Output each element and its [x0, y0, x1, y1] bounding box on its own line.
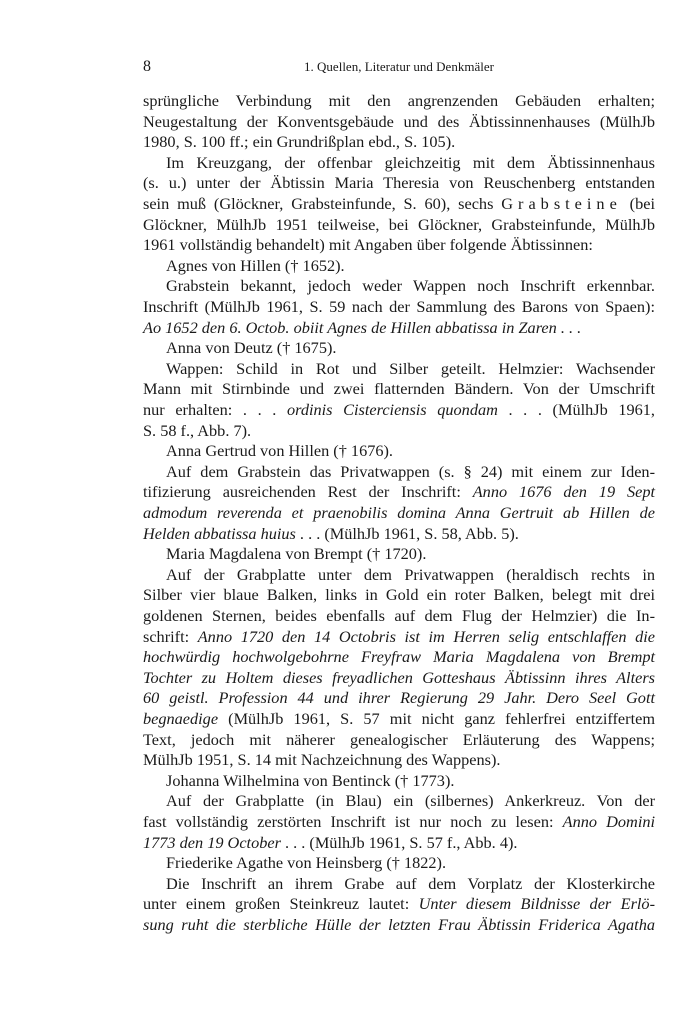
text-segment: . . . (MülhJb 1961,: [497, 400, 655, 419]
text-segment: tifizierung ausreichenden Rest der Inschrift:: [143, 482, 473, 502]
italic-text: begnaedige: [143, 709, 219, 728]
text-line: [166, 462, 655, 482]
text-segment: Text, jedoch mit näherer genealogischer Erläuterung des Wappens;: [143, 729, 655, 749]
text-line: [143, 503, 655, 523]
italic-text: 60 geistl. Profession 44 und ihrer Regierung 29 Jahr. Dero Seel Gott: [143, 688, 655, 708]
italic-text: Unter diesem Bildnisse der Erlö-: [418, 894, 655, 914]
text-line: [166, 359, 655, 379]
text-line: [166, 874, 655, 894]
text-line: [143, 112, 655, 132]
spaced-text: Grabsteine: [501, 194, 622, 213]
italic-text: 1773 den 19 October: [143, 832, 281, 852]
text-line: [143, 482, 655, 502]
text-segment: (MülhJb 1961, S. 57 mit nicht ganz fehlerfrei entziffertem: [218, 709, 655, 728]
text-segment: (s. u.) unter der Äbtissin Maria Theresia von Reuschenberg entstanden: [143, 173, 655, 193]
italic-text: hochwürdig hochwolgebohrne Freyfraw Maria Magdalena von Brempt: [143, 647, 655, 667]
text-line: [143, 647, 655, 667]
text-line: [143, 132, 655, 152]
italic-text: sung ruht die sterbliche Hülle der letzten Frau Äbtissin Friderica Agatha: [143, 915, 655, 934]
text-line: [143, 379, 655, 399]
text-line: [143, 173, 655, 193]
text-segment: Anna von Deutz († 1675).: [166, 338, 337, 358]
text-segment: 1980, S. 100 ff.; ein Grundrißplan ebd., S. 105).: [143, 132, 456, 152]
text-line: [166, 441, 655, 461]
text-line: [143, 688, 655, 708]
page-header: [143, 58, 655, 78]
italic-text: Anno 1676 den 19 Sept: [472, 482, 655, 502]
text-line: [166, 565, 655, 585]
text-line: [143, 606, 655, 626]
text-segment: Im Kreuzgang, der offenbar gleichzeitig mit dem Äbtissinnenhaus: [166, 152, 655, 172]
text-segment: S. 58 f., Abb. 7).: [143, 420, 252, 440]
text-line: [143, 627, 655, 647]
text-line: [166, 153, 655, 173]
text-line: [166, 338, 655, 358]
text-line: [143, 915, 655, 935]
text-segment: Auf dem Grabstein das Privatwappen (s. § 24) mit einem zur Iden-: [166, 461, 655, 481]
text-line: [143, 235, 655, 255]
text-line: [166, 791, 655, 811]
text-line: [143, 215, 655, 235]
text-line: [143, 812, 655, 832]
text-line: [166, 276, 655, 296]
text-segment: MülhJb 1951, S. 14 mit Nachzeichnung des Wappens).: [143, 750, 501, 770]
text-segment: Mann mit Stirnbinde und zwei flatternden Bändern. Von der Umschrift: [143, 379, 655, 399]
page-number: 8: [143, 58, 151, 75]
italic-text: Helden abbatissa huius: [143, 523, 296, 543]
text-line: [143, 400, 655, 420]
text-line: [143, 318, 655, 338]
text-line: [143, 709, 655, 729]
italic-text: Tochter zu Holtem dieses freyadlichen Gotteshaus Äbtissinn ihres Alters: [143, 667, 655, 687]
text-line: [143, 194, 655, 214]
text-segment: (bei: [621, 194, 655, 213]
text-line: [143, 585, 655, 605]
text-segment: goldenen Sternen, beides ebenfalls auf dem Flug der Helmzier) die In-: [143, 606, 655, 625]
text-segment: nur erhalten: . . .: [143, 400, 287, 419]
italic-text: Anno Domini: [562, 812, 656, 831]
text-line: [143, 421, 655, 441]
italic-text: admodum reverenda et praenobilis domina Anna Gertruit ab Hillen de: [143, 503, 655, 522]
text-segment: Maria Magdalena von Brempt († 1720).: [166, 544, 427, 564]
text-segment: unter einem großen Steinkreuz lautet:: [143, 894, 419, 914]
text-line: [143, 833, 655, 853]
text-segment: Neugestaltung der Konventsgebäude und des Äbtissinnenhauses (MülhJb: [143, 111, 655, 131]
text-line: [143, 91, 655, 111]
italic-text: Ao 1652 den 6. Octob. obiit Agnes de Hillen abbatissa in Zaren . . .: [143, 317, 582, 337]
text-segment: fast vollständig zerstörten Inschrift ist nur noch zu lesen:: [143, 812, 563, 831]
text-line: [143, 524, 655, 544]
text-line: [166, 853, 655, 873]
text-segment: . . . (MülhJb 1961, S. 58, Abb. 5).: [295, 523, 519, 543]
text-segment: schrift:: [143, 626, 198, 646]
text-segment: Silber vier blaue Balken, links in Gold ein roter Balken, belegt mit drei: [143, 585, 655, 605]
text-segment: Die Inschrift an ihrem Grabe auf dem Vorplatz der Klosterkirche: [166, 873, 655, 893]
text-segment: Johanna Wilhelmina von Bentinck († 1773).: [166, 770, 455, 790]
text-segment: Friederike Agathe von Heinsberg († 1822).: [166, 853, 447, 873]
text-segment: Anna Gertrud von Hillen († 1676).: [166, 441, 393, 461]
text-line: [143, 297, 655, 317]
text-segment: . . . (MülhJb 1961, S. 57 f., Abb. 4).: [280, 832, 518, 852]
text-segment: Inschrift (MülhJb 1961, S. 59 nach der Sammlung des Barons von Spaen):: [143, 297, 655, 316]
text-segment: sprüngliche Verbindung mit den angrenzenden Gebäuden erhalten;: [143, 91, 655, 110]
running-title: 1. Quellen, Literatur und Denkmäler: [304, 59, 494, 74]
text-segment: 1961 vollständig behandelt) mit Angaben über folgende Äbtissinnen:: [143, 235, 593, 255]
text-segment: sein muß (Glöckner, Grabsteinfunde, S. 60), sechs: [143, 194, 502, 213]
text-segment: Glöckner, MülhJb 1951 teilweise, bei Glöckner, Grabsteinfunde, MülhJb: [143, 214, 655, 234]
italic-text: ordinis Cisterciensis quondam: [286, 400, 498, 419]
text-line: [166, 771, 655, 791]
text-line: [143, 750, 655, 770]
text-line: [143, 894, 655, 914]
text-segment: Auf der Grabplatte (in Blau) ein (silbernes) Ankerkreuz. Von der: [166, 791, 655, 811]
text-segment: Grabstein bekannt, jedoch weder Wappen noch Inschrift erkennbar.: [166, 276, 655, 296]
text-line: [166, 256, 655, 276]
text-segment: Auf der Grabplatte unter dem Privatwappen (heraldisch rechts in: [166, 564, 655, 584]
text-line: [166, 544, 655, 564]
text-segment: Agnes von Hillen († 1652).: [166, 255, 345, 275]
text-segment: Wappen: Schild in Rot und Silber geteilt. Helmzier: Wachsender: [166, 358, 655, 378]
italic-text: Anno 1720 den 14 Octobris ist im Herren selig entschlaffen die: [197, 626, 655, 646]
text-line: [143, 668, 655, 688]
text-line: [143, 730, 655, 750]
